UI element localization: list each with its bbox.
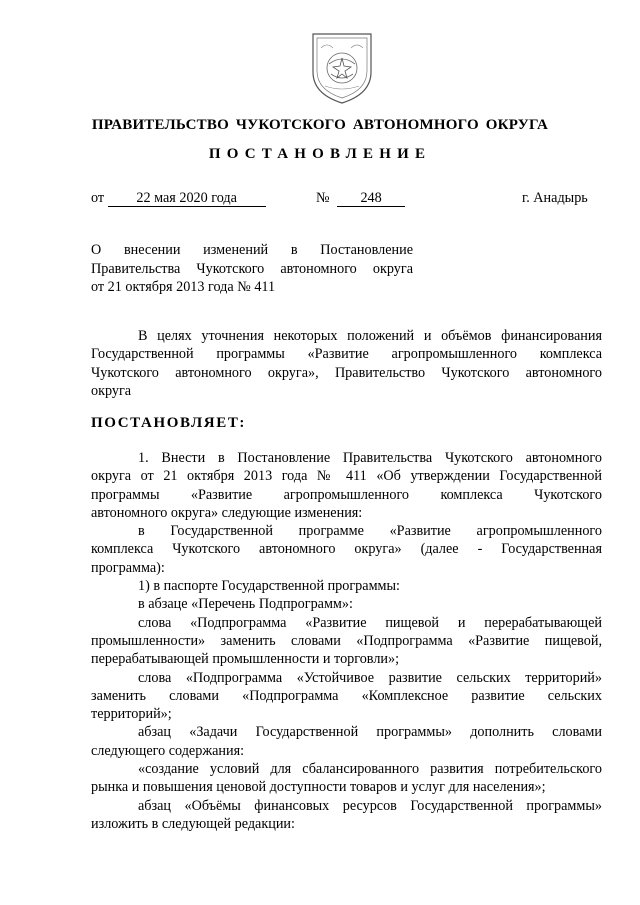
body-line: автономного округа» следующие изменения: <box>91 504 363 521</box>
body-line: изложить в следующей редакции: <box>91 815 295 832</box>
coat-of-arms-emblem <box>307 24 377 106</box>
body-line: абзац «Объёмы финансовых ресурсов Государственной программы» <box>138 797 602 814</box>
body-line: абзац «Задачи Государственной программы» дополнить словами <box>138 724 602 741</box>
preamble-line: округа <box>91 382 132 399</box>
subject-line: от 21 октября 2013 года № 411 <box>91 279 276 296</box>
date-label: от <box>91 190 105 206</box>
body-line: округа от 21 октября 2013 года № 411 «Об утверждении Государственной <box>91 468 602 485</box>
body-line: перерабатывающей промышленности и торговли»; <box>91 651 400 668</box>
body-line: программы «Развитие агропромышленного комплекса Чукотского <box>91 486 602 503</box>
subject-line: О внесении изменений в Постановление <box>91 242 413 258</box>
body-line: 1) в паспорте Государственной программы: <box>138 578 401 595</box>
body-line: заменить словами «Подпрограмма «Комплексное развитие сельских <box>91 687 602 704</box>
body-line: промышленности» заменить словами «Подпрограмма «Развитие пищевой, <box>91 632 602 649</box>
body-line: территорий»; <box>91 706 172 723</box>
body-line: слова «Подпрограмма «Развитие пищевой и перерабатывающей <box>138 614 602 631</box>
decree-body <box>91 449 602 833</box>
body-line: «создание условий для сбалансированного развития потребительского <box>138 761 602 778</box>
body-line: комплекса Чукотского автономного округа» (далее - Государственная <box>91 541 602 558</box>
preamble-line: Государственной программы «Развитие агропромышленного комплекса <box>91 346 602 363</box>
date-line <box>91 190 266 207</box>
preamble <box>91 327 602 400</box>
preamble-line: Чукотского автономного округа», Правительство Чукотского автономного <box>91 364 602 381</box>
body-line: слова «Подпрограмма «Устойчивое развитие сельских территорий» <box>138 669 602 686</box>
number-value: 248 <box>337 191 405 207</box>
subject-line: Правительства Чукотского автономного округа <box>91 260 413 277</box>
body-line: 1. Внести в Постановление Правительства Чукотского автономного <box>138 450 602 466</box>
resolves-heading: ПОСТАНОВЛЯЕТ: <box>91 415 247 431</box>
document-type-title: ПОСТАНОВЛЕНИЕ <box>208 146 432 162</box>
number-label: № <box>316 190 330 206</box>
body-line: программа): <box>91 559 165 576</box>
body-line: рынка и повышения ценовой доступности товаров и услуг для населения»; <box>91 779 546 796</box>
body-line: следующего содержания: <box>91 742 245 759</box>
number-line <box>316 190 405 207</box>
body-line: в Государственной программе «Развитие агропромышленного <box>138 523 602 540</box>
government-title: ПРАВИТЕЛЬСТВО ЧУКОТСКОГО АВТОНОМНОГО ОКРУГА <box>91 117 549 133</box>
preamble-line: В целях уточнения некоторых положений и объёмов финансирования <box>138 328 602 344</box>
city: г. Анадырь <box>522 190 588 206</box>
document-subject <box>91 241 413 297</box>
date-value: 22 мая 2020 года <box>108 191 266 207</box>
body-line: в абзаце «Перечень Подпрограмм»: <box>138 596 353 613</box>
